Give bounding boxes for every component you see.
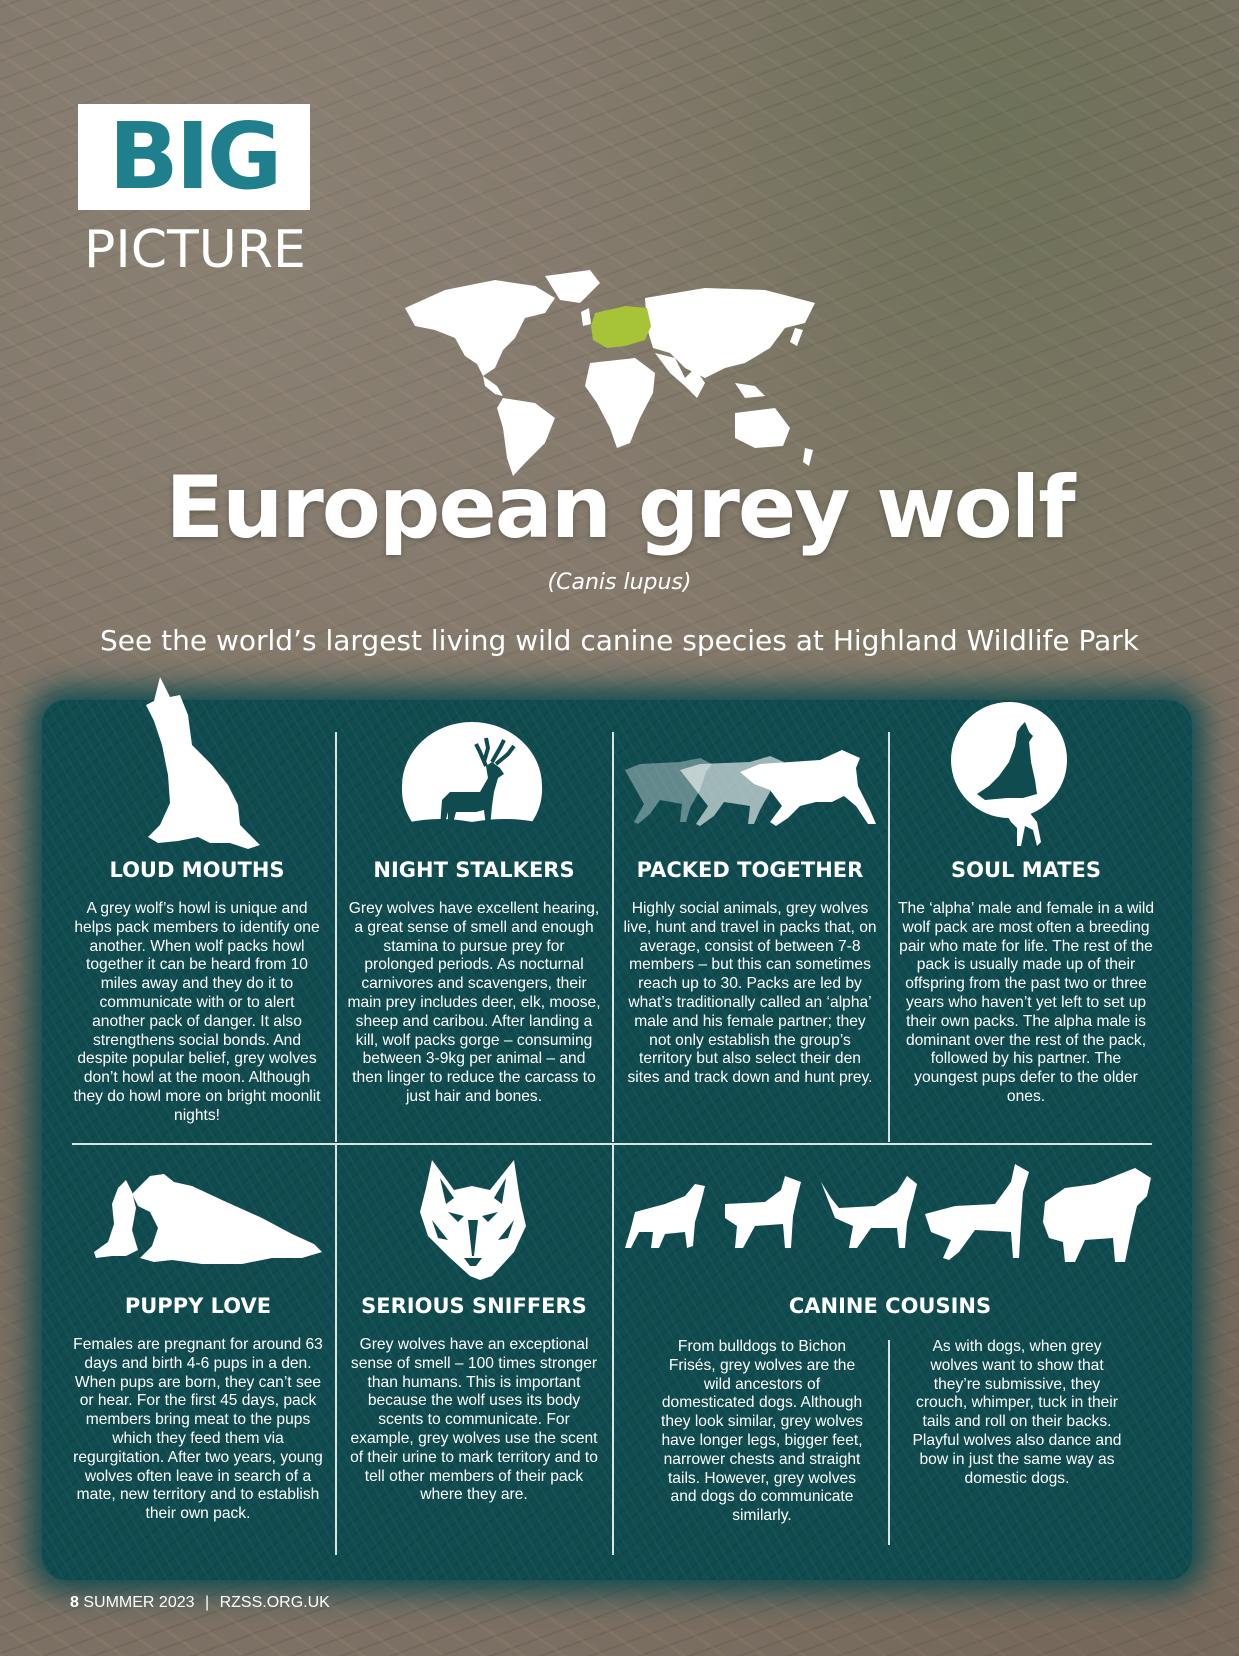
- section-body-left: [660, 1338, 864, 1526]
- section-heading: SOUL MATES: [950, 858, 1102, 882]
- section-body: Females are pregnant for around 63 days and birth 4-6 pups in a den. When pups are born, they can’t see or hear. For the first 45 days, pack members bring meat to the pups which they feed them via regurgitation. After two years, young wolves often leave in search of a mate, new territory and to establish their own pack.: [73, 1336, 323, 1523]
- issue-label: SUMMER 2023: [83, 1594, 195, 1611]
- column-divider: [612, 1145, 614, 1555]
- section-heading: CANINE COUSINS: [788, 1294, 992, 1318]
- big-logo: [78, 104, 310, 210]
- dog-breeds-icon: [625, 1162, 1155, 1272]
- section-heading: PUPPY LOVE: [124, 1294, 272, 1318]
- page-title: European grey wolf: [165, 458, 1074, 558]
- section-serious-sniffers: [350, 1294, 598, 1505]
- section-body: Grey wolves have excellent hearing, a great sense of smell and enough stamina to pursue prey for prolonged periods. As nocturnal carnivores and scavengers, their main prey includes deer, elk, moose, sheep and caribou. After landing a kill, wolf packs gorge – consuming between 3-9kg per animal – and then linger to reduce the carcass to just hair and bones.: [347, 900, 601, 1105]
- section-loud-mouths: [72, 858, 322, 1126]
- section-body: A grey wolf’s howl is unique and helps pack members to identify one another. When wolf packs howl together it can be heard from 10 miles away and they do it to communicate with or to alert another pack of danger. It also strengthens social bonds. And despite popular belief, grey wolves don’t howl at the moon. Although they do howl more on bright moonlit nights!: [73, 900, 321, 1124]
- footer-separator: |: [204, 1594, 210, 1611]
- section-body: As with dogs, when grey wolves want to show that they’re submissive, they crouch, whimper, tuck in their tails and roll on their backs. Playful wolves also dance and bow in just the same way as domestic dogs.: [912, 1338, 1122, 1487]
- section-packed-together: [622, 858, 878, 1088]
- section-heading: NIGHT STALKERS: [373, 858, 575, 882]
- logo-big-text: BIG: [108, 103, 280, 210]
- section-canine-cousins: [630, 1294, 1150, 1318]
- wolf-with-pup-icon: [92, 1172, 322, 1268]
- section-puppy-love: [70, 1294, 326, 1524]
- wolf-head-icon: [418, 1160, 528, 1280]
- tagline: See the world’s largest living wild canine species at Highland Wildlife Park: [100, 624, 1139, 657]
- section-body: Highly social animals, grey wolves live, hunt and travel in packs that, on average, consist of between 7-8 members – but this can sometimes reach up to 30. Packs are led by what’s traditionally called an ‘alpha’ male and his female partner; they not only establish the group’s territory but also select their den sites and track down and hunt prey.: [623, 900, 877, 1087]
- section-body: Grey wolves have an exceptional sense of smell – 100 times stronger than humans. This is important because the wolf uses its body scents to communicate. For example, grey wolves use the scent of their urine to mark territory and to tell other members of their pack where they are.: [350, 1336, 598, 1504]
- section-heading: SERIOUS SNIFFERS: [361, 1294, 587, 1318]
- column-divider: [335, 732, 337, 1142]
- section-soul-mates: [898, 858, 1154, 1107]
- section-heading: LOUD MOUTHS: [109, 858, 285, 882]
- column-divider: [612, 732, 614, 1142]
- scientific-name: (Canis lupus): [547, 570, 692, 595]
- section-heading: PACKED TOGETHER: [636, 858, 864, 882]
- column-divider: [335, 1145, 337, 1555]
- section-night-stalkers: [347, 858, 601, 1107]
- deer-moon-icon: [400, 722, 545, 850]
- column-divider: [888, 1340, 890, 1545]
- page-footer: [70, 1594, 330, 1612]
- howling-wolf-icon: [140, 675, 265, 855]
- logo-picture-text: PICTURE: [84, 220, 306, 280]
- column-divider: [888, 732, 890, 1142]
- section-body: From bulldogs to Bichon Frisés, grey wolves are the wild ancestors of domesticated dogs. Although they look similar, grey wolves have longer legs, bigger feet, narrower chests and straight tails. However, grey wolves and dogs do communicate similarly.: [661, 1338, 863, 1525]
- wolf-pack-icon: [620, 750, 880, 828]
- site-link[interactable]: RZSS.ORG.UK: [219, 1594, 330, 1611]
- world-map-icon: [385, 268, 835, 478]
- wolf-pair-moon-icon: [945, 702, 1075, 850]
- page-number: 8: [70, 1594, 79, 1611]
- section-body-right: [912, 1338, 1122, 1488]
- section-body: The ‘alpha’ male and female in a wild wolf pack are most often a breeding pair who mate for life. The rest of the pack is usually made up of their offspring from the past two or three years who haven’t yet left to set up their own packs. The alpha male is dominant over the rest of the pack, followed by his partner. The youngest pups defer to the older ones.: [898, 900, 1154, 1105]
